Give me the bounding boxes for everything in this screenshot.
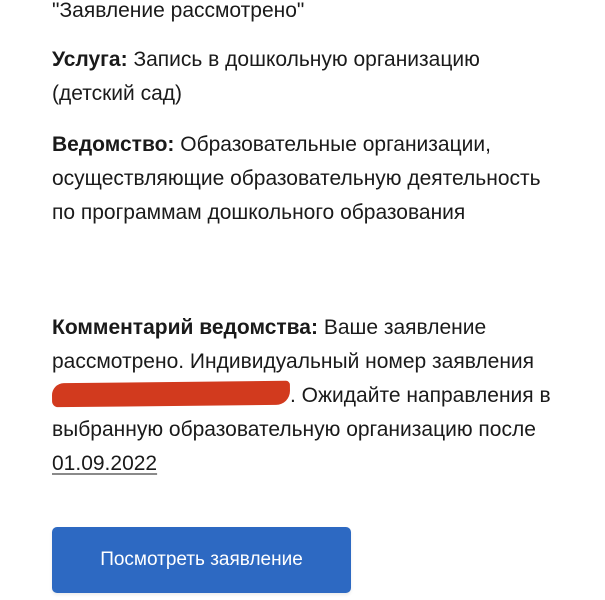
agency-comment	[52, 311, 552, 481]
comment-text-after: . Ожидайте направления в выбранную образовательную организацию после	[52, 384, 551, 441]
view-application-button[interactable]: Посмотреть заявление	[52, 527, 351, 593]
agency-value: Образовательные организации, осуществляющие образовательную деятельность по программам дошкольного образования	[52, 133, 541, 224]
service-label: Услуга:	[52, 48, 128, 71]
date-link[interactable]: 01.09.2022	[52, 452, 158, 475]
agency-label: Ведомство:	[52, 133, 175, 156]
status-text: "Заявление рассмотрено"	[52, 0, 305, 22]
service-value: Запись в дошкольную организацию (детский сад)	[52, 48, 480, 105]
agency-info	[52, 128, 552, 230]
service-info	[52, 43, 552, 111]
redacted-application-number	[52, 381, 290, 407]
comment-text-before: Ваше заявление рассмотрено. Индивидуальный номер заявления	[52, 316, 535, 373]
comment-label: Комментарий ведомства:	[52, 316, 318, 339]
